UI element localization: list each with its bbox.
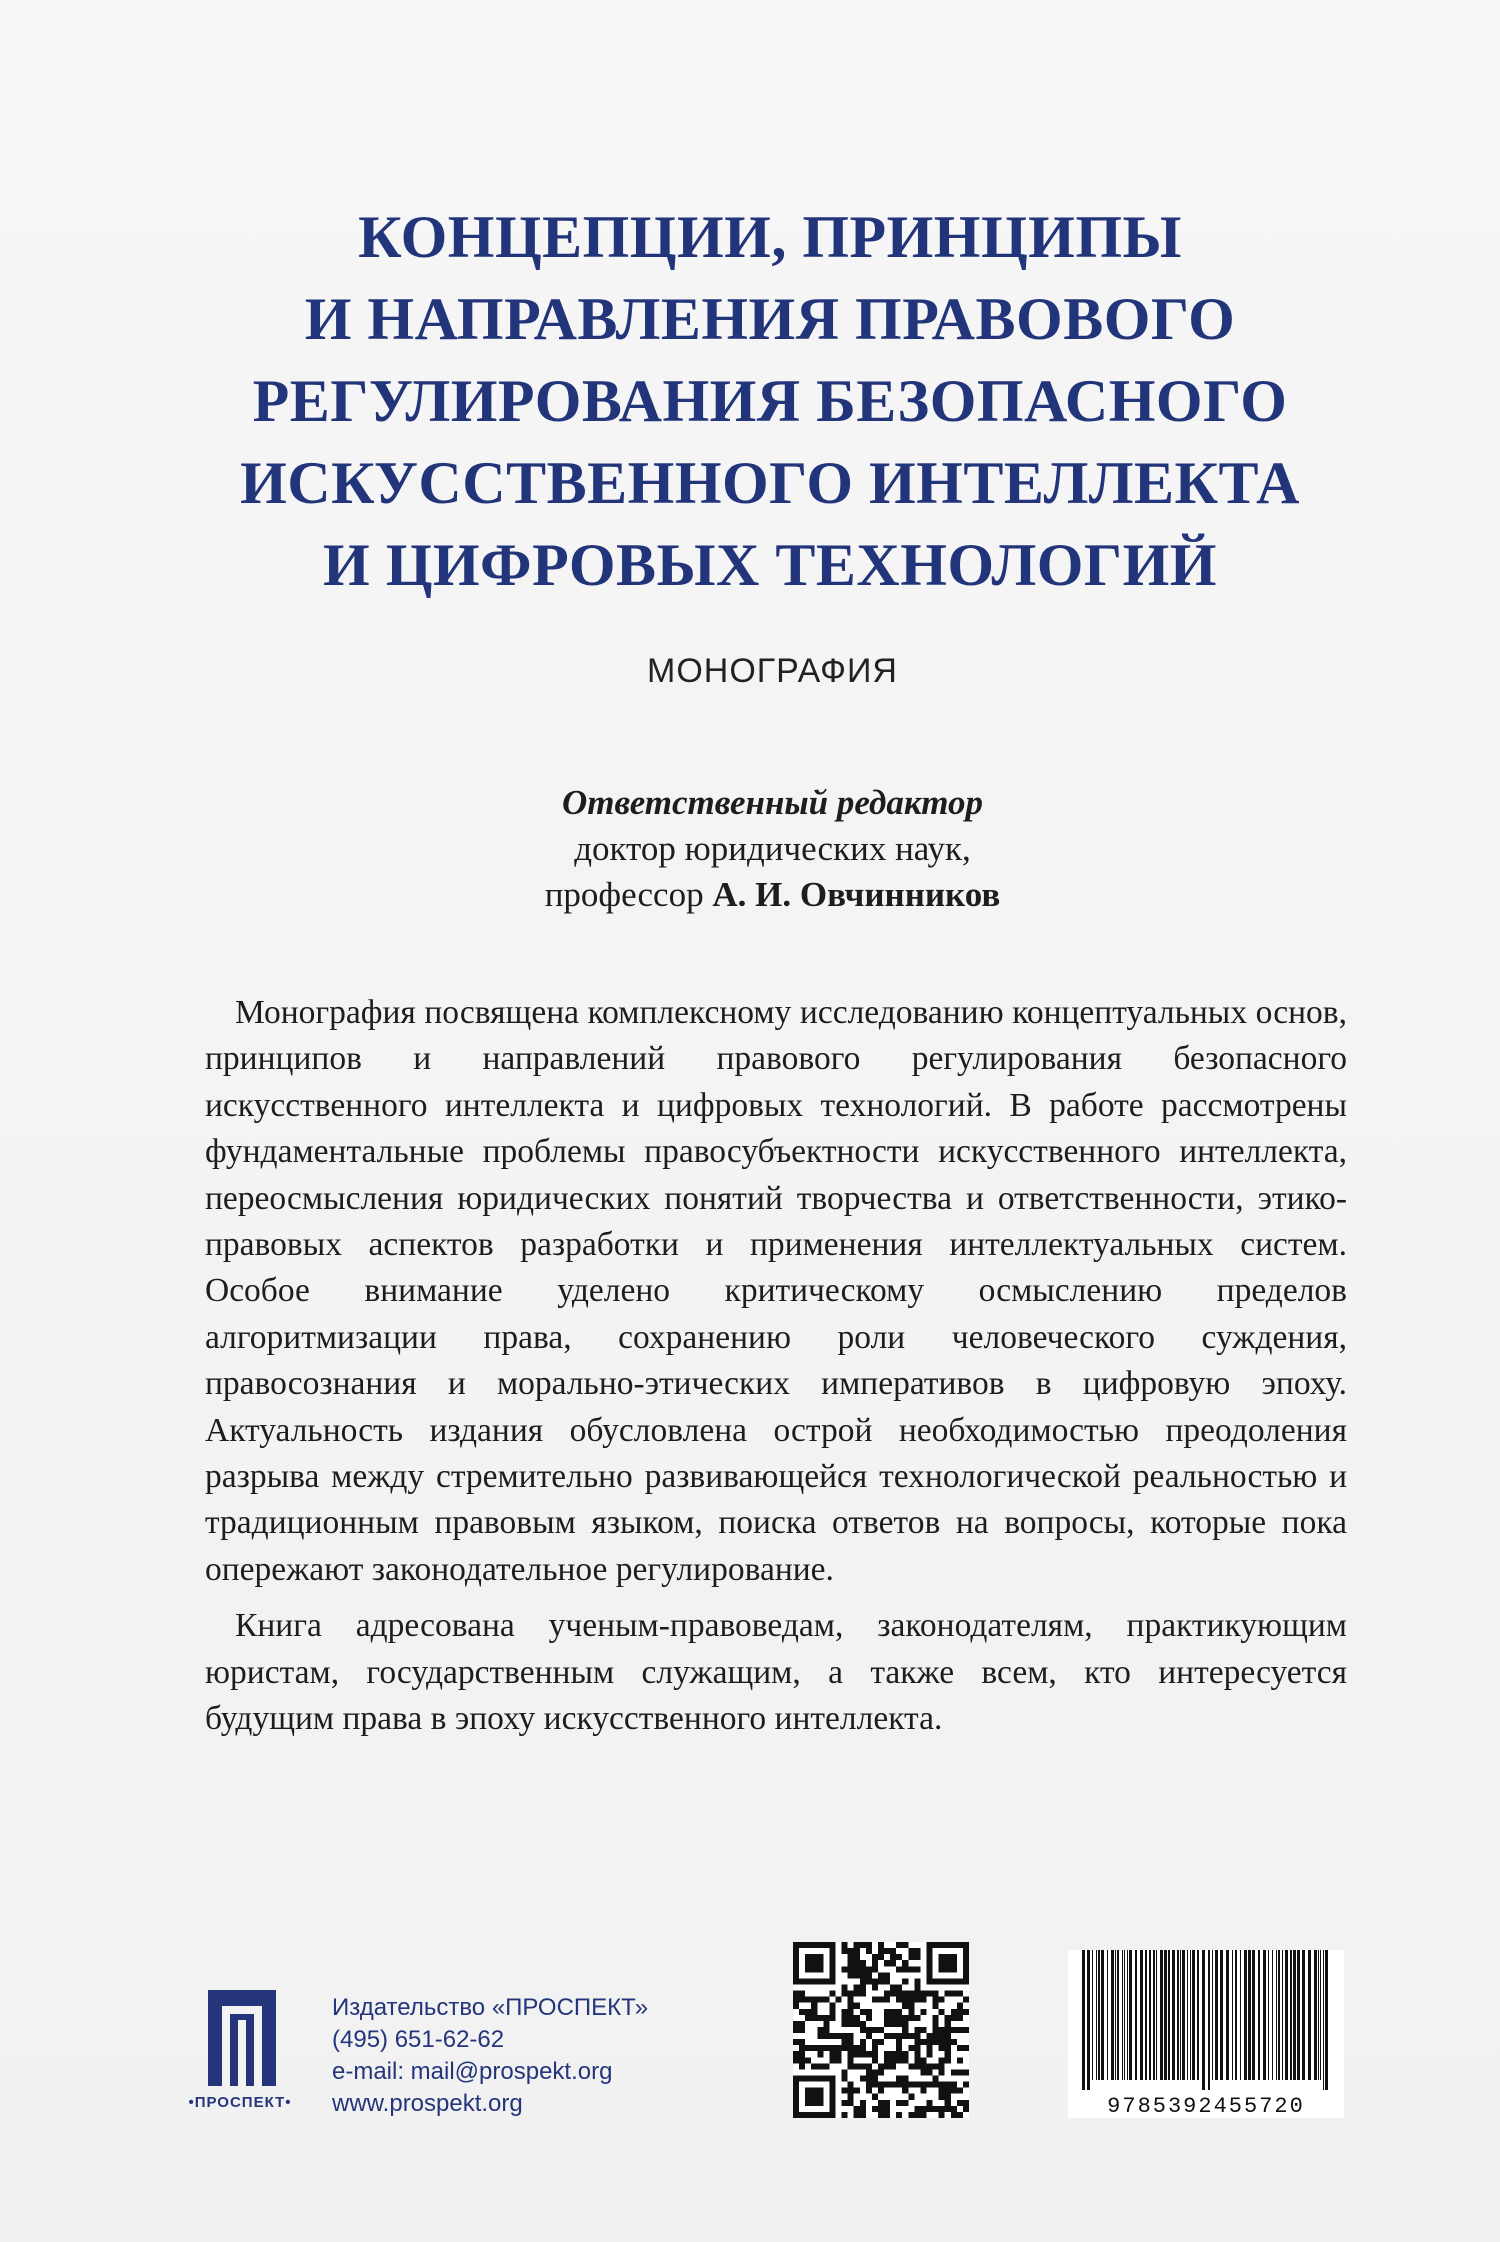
publisher-email: e-mail: mail@prospekt.org xyxy=(332,2058,613,2085)
annotation-paragraph: Книга адресована ученым-правоведам, законодателям, практикующим юристам, государственным служащим, а также всем, кто интересуется будущим права в эпоху искусственного интеллекта. xyxy=(205,1607,1347,1738)
editor-rank: профессор xyxy=(544,875,713,914)
editor-block xyxy=(0,780,1500,918)
annotation xyxy=(205,990,1347,1753)
qr-code-icon xyxy=(793,1942,969,2118)
publisher-logo xyxy=(170,1990,310,2120)
publisher-info xyxy=(332,1992,648,2120)
publisher-site: www.prospekt.org xyxy=(332,2090,523,2117)
book-title xyxy=(150,196,1390,606)
title-line: И ЦИФРОВЫХ ТЕХНОЛОГИЙ xyxy=(323,532,1217,598)
title-line: КОНЦЕПЦИИ, ПРИНЦИПЫ xyxy=(358,204,1182,270)
prospekt-logo-icon xyxy=(208,1990,276,2086)
title-line: ИСКУССТВЕННОГО ИНТЕЛЛЕКТА xyxy=(240,450,1300,516)
editor-role: Ответственный редактор xyxy=(562,783,983,822)
genre-label: МОНОГРАФИЯ xyxy=(647,652,898,690)
isbn-barcode xyxy=(1068,1950,1344,2118)
editor-name: А. И. Овчинников xyxy=(712,875,1001,914)
title-line: И НАПРАВЛЕНИЯ ПРАВОВОГО xyxy=(304,286,1236,352)
title-line: РЕГУЛИРОВАНИЯ БЕЗОПАСНОГО xyxy=(252,368,1288,434)
editor-degree: доктор юридических наук, xyxy=(574,829,971,868)
barcode-digits: 9785392455720 xyxy=(1107,2094,1305,2119)
logo-text: •ПРОСПЕКТ• xyxy=(188,2094,292,2111)
editor-rank-line xyxy=(0,872,1500,918)
publisher-name: Издательство «ПРОСПЕКТ» xyxy=(332,1994,649,2021)
annotation-paragraph: Монография посвящена комплексному исследованию концептуальных основ, принципов и направлений правового регулирования безопасного искусственного интеллекта и цифровых технологий. В работе рассмотрены фундаментальные проблемы правосубъектности искусственного интеллекта, переосмысления юридических понятий творчества и ответственности, этико-правовых аспектов разработки и применения интеллектуальных систем. Особое внимание уделено критическому осмыслению пределов алгоритмизации права, сохранению роли человеческого суждения, правосознания и морально-этических императивов в цифровую эпоху. Актуальность издания обусловлена острой необходимостью преодоления разрыва между стремительно развивающейся технологической реальностью и традиционным правовым языком, поиска ответов на вопросы, которые пока опережают законодательное регулирование. xyxy=(205,994,1347,1588)
publisher-phone: (495) 651-62-62 xyxy=(332,2026,505,2053)
